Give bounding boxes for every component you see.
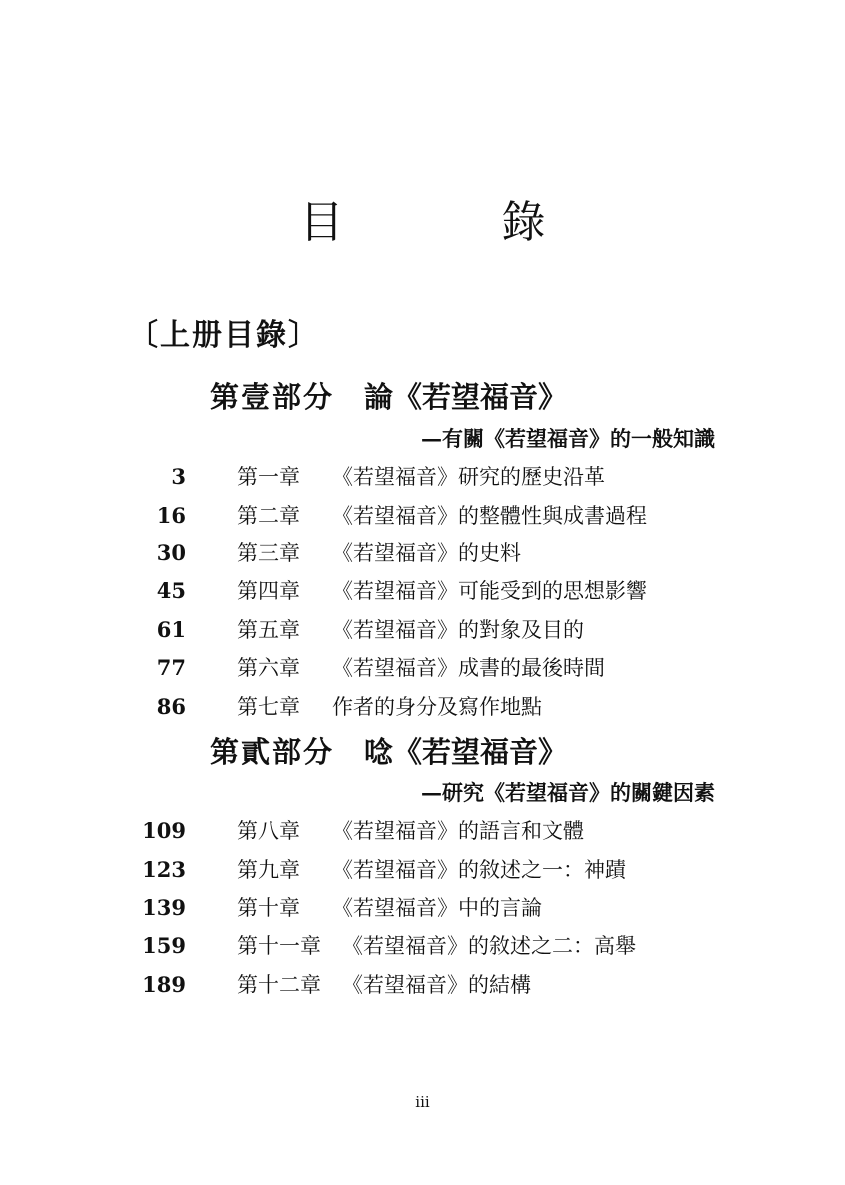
chapter-title: 《若望福音》成書的最後時間 — [332, 656, 605, 680]
part-theme: 唸《若望福音》 — [364, 735, 568, 769]
page-title: 目 錄 — [299, 197, 618, 248]
part-subtitle-2: —研究《若望福音》的關鍵因素 — [421, 780, 715, 805]
chapter-number: 第二章 — [237, 504, 300, 528]
chapter-title: 《若望福音》可能受到的思想影響 — [332, 579, 647, 603]
chapter-number: 第四章 — [237, 579, 300, 603]
chapter-title: 《若望福音》中的言論 — [332, 896, 542, 920]
chapter-number: 第八章 — [237, 819, 300, 843]
toc-entry[interactable] — [0, 855, 845, 885]
chapter-number: 第七章 — [237, 695, 300, 719]
toc-entry[interactable] — [0, 692, 845, 722]
page-number: 30 — [156, 540, 186, 565]
part-name: 第壹部分 — [210, 380, 335, 414]
chapter-title: 《若望福音》的結構 — [342, 973, 531, 997]
toc-entry[interactable] — [0, 931, 845, 961]
toc-entry[interactable] — [0, 501, 845, 531]
chapter-title: 《若望福音》的整體性與成書過程 — [332, 504, 647, 528]
chapter-number: 第十一章 — [237, 934, 321, 958]
toc-entry[interactable] — [0, 576, 845, 606]
page-number: 139 — [142, 895, 186, 920]
page-number: 77 — [156, 655, 186, 680]
chapter-title: 《若望福音》的敘述之一：神蹟 — [332, 858, 626, 882]
chapter-title: 《若望福音》的敘述之二：高舉 — [342, 934, 636, 958]
chapter-number: 第九章 — [237, 858, 300, 882]
page-number: 86 — [156, 694, 186, 719]
page-number-footer: iii — [415, 1093, 430, 1111]
page-number: 45 — [156, 578, 186, 603]
chapter-title: 《若望福音》的語言和文體 — [332, 819, 584, 843]
volume-heading: 〔上册目錄〕 — [128, 318, 320, 353]
toc-entry[interactable] — [0, 462, 845, 492]
chapter-title: 《若望福音》的對象及目的 — [332, 618, 584, 642]
toc-entry[interactable] — [0, 893, 845, 923]
chapter-number: 第十章 — [237, 896, 300, 920]
page-number: 3 — [171, 464, 186, 489]
part-subtitle-1: —有關《若望福音》的一般知識 — [421, 426, 715, 451]
page-number: 159 — [142, 933, 186, 958]
part-heading-1 — [210, 380, 567, 414]
part-theme: 論《若望福音》 — [364, 380, 568, 414]
part-name: 第貳部分 — [210, 735, 335, 769]
toc-entry[interactable] — [0, 816, 845, 846]
page-number: 123 — [142, 857, 186, 882]
chapter-title: 作者的身分及寫作地點 — [332, 695, 542, 719]
page-number: 16 — [156, 503, 186, 528]
chapter-number: 第三章 — [237, 541, 300, 565]
part-heading-2 — [210, 735, 567, 769]
page-number: 61 — [156, 617, 186, 642]
chapter-number: 第十二章 — [237, 973, 321, 997]
chapter-title: 《若望福音》的史料 — [332, 541, 521, 565]
chapter-number: 第六章 — [237, 656, 300, 680]
page-number: 109 — [142, 818, 186, 843]
toc-entry[interactable] — [0, 970, 845, 1000]
chapter-title: 《若望福音》研究的歷史沿革 — [332, 465, 605, 489]
page-number: 189 — [142, 972, 186, 997]
toc-entry[interactable] — [0, 653, 845, 683]
toc-entry[interactable] — [0, 538, 845, 568]
chapter-number: 第一章 — [237, 465, 300, 489]
toc-entry[interactable] — [0, 615, 845, 645]
chapter-number: 第五章 — [237, 618, 300, 642]
